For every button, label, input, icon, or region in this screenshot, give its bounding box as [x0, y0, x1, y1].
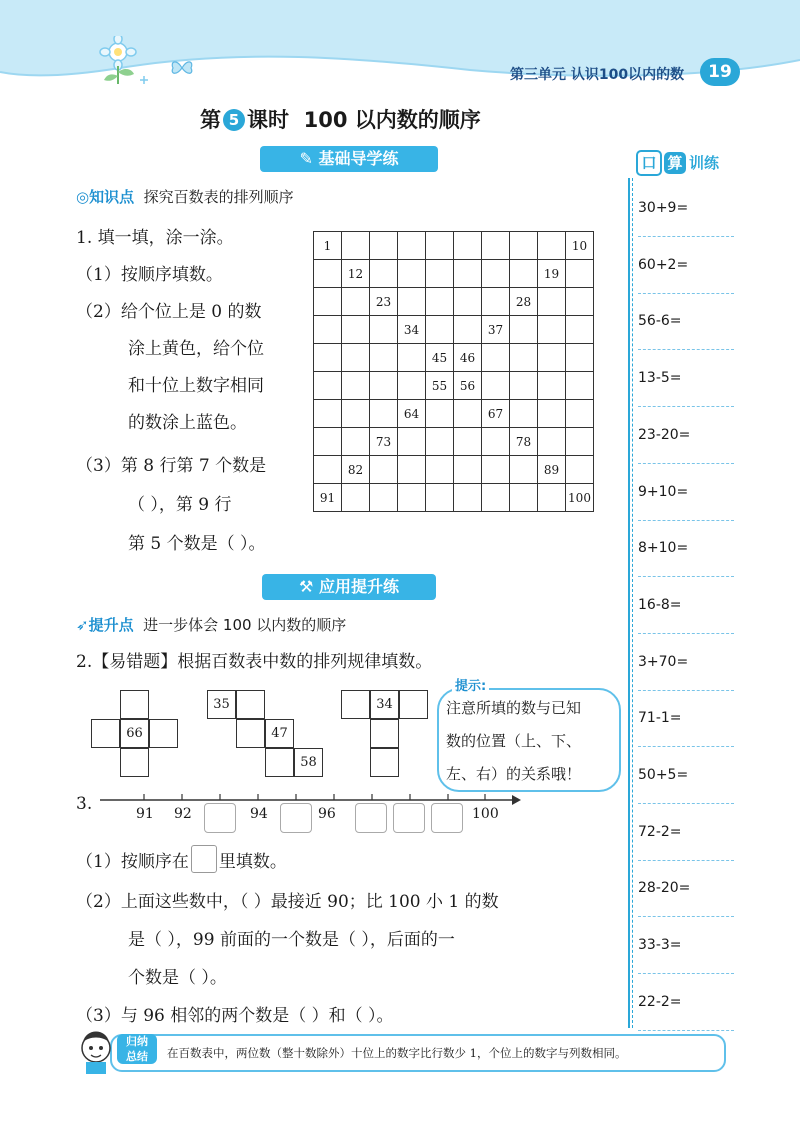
improve-point	[76, 614, 346, 635]
grid-cell-blank[interactable]	[426, 288, 454, 316]
mental-math-item[interactable]: 23-20=	[638, 407, 734, 464]
cross3-cell-bottom[interactable]	[370, 748, 399, 777]
grid-cell-blank[interactable]	[342, 344, 370, 372]
number-line-blank[interactable]	[393, 803, 425, 833]
number-line-label: 100	[472, 806, 499, 822]
grid-cell-blank[interactable]	[370, 400, 398, 428]
mental-math-item[interactable]: 72-2=	[638, 804, 734, 861]
knowledge-point	[76, 186, 294, 207]
grid-cell-blank[interactable]	[426, 456, 454, 484]
cross3-cell-34: 34	[370, 690, 399, 719]
sidebar-border-dashed	[632, 178, 633, 1028]
grid-cell-blank[interactable]	[342, 288, 370, 316]
grid-cell-blank[interactable]	[342, 316, 370, 344]
mental-math-item[interactable]: 28-20=	[638, 860, 734, 917]
grid-cell-blank[interactable]	[398, 484, 426, 512]
summary-label-bottom: 总结	[126, 1050, 148, 1063]
grid-cell-given: 56	[454, 372, 482, 400]
sidebar-title-part: 训练	[689, 154, 720, 172]
grid-cell-blank[interactable]	[482, 288, 510, 316]
grid-cell-blank[interactable]	[398, 344, 426, 372]
q1-title: 1. 填一填，涂一涂。	[76, 228, 234, 248]
grid-cell-blank[interactable]	[566, 344, 594, 372]
number-line-blank[interactable]	[355, 803, 387, 833]
grid-cell-given: 45	[426, 344, 454, 372]
grid-cell-blank[interactable]	[370, 344, 398, 372]
number-line-label: 94	[250, 806, 268, 822]
summary-text: 在百数表中，两位数（整十数除外）十位上的数字比行数少 1，个位上的数字与列数相同。	[167, 1046, 627, 1060]
pencil-ruler-icon: ✎	[299, 149, 319, 168]
improve-point-text: 进一步体会 100 以内数的顺序	[143, 616, 347, 634]
lesson-title	[200, 104, 481, 134]
grid-cell-blank[interactable]	[454, 400, 482, 428]
cross1-cell-right[interactable]	[149, 719, 178, 748]
hint-line: 左、右）的关系哦！	[446, 765, 582, 783]
grid-cell-blank[interactable]	[370, 260, 398, 288]
sidebar-border	[628, 178, 630, 1028]
grid-row	[314, 344, 594, 372]
knowledge-point-label: 知识点	[89, 188, 135, 206]
grid-cell-blank[interactable]	[482, 484, 510, 512]
rocket-icon: ➶	[76, 616, 89, 634]
grid-row	[314, 428, 594, 456]
lesson-number: 5	[223, 109, 245, 131]
mental-math-item[interactable]: 22-2=	[638, 974, 734, 1031]
improve-point-label: 提升点	[88, 616, 134, 634]
grid-cell-blank[interactable]	[314, 372, 342, 400]
q1-part3-line1: （3）第 8 行第 7 个数是	[76, 456, 267, 476]
mental-math-item[interactable]: 71-1=	[638, 690, 734, 747]
cross1-cell-top[interactable]	[120, 690, 149, 719]
grid-cell-blank[interactable]	[538, 344, 566, 372]
grid-cell-blank[interactable]	[482, 372, 510, 400]
grid-cell-blank[interactable]	[510, 400, 538, 428]
cross3-cell-right[interactable]	[399, 690, 428, 719]
mental-math-item[interactable]: 8+10=	[638, 520, 734, 577]
number-line-label: 96	[318, 806, 336, 822]
hint-line: 数的位置（上、下、	[446, 732, 582, 750]
q3-part1-before: （1）按顺序在	[76, 852, 189, 872]
lesson-prefix: 第	[200, 108, 221, 132]
q3-part2-line1[interactable]: （2）上面这些数中，（ ）最接近 90；比 100 小 1 的数	[76, 892, 499, 912]
grid-cell-blank[interactable]	[510, 372, 538, 400]
mental-math-item[interactable]: 9+10=	[638, 464, 734, 521]
hundred-chart	[313, 231, 594, 512]
grid-cell-blank[interactable]	[566, 288, 594, 316]
grid-cell-blank[interactable]	[566, 428, 594, 456]
grid-row	[314, 316, 594, 344]
q2-title: 2.【易错题】根据百数表中数的排列规律填数。	[76, 652, 433, 672]
hint-label: 提示:	[452, 675, 489, 694]
cross1-cell-left[interactable]	[91, 719, 120, 748]
grid-cell-blank[interactable]	[370, 484, 398, 512]
grid-cell-given: 89	[538, 456, 566, 484]
grid-cell-blank[interactable]	[342, 484, 370, 512]
q1-part3-line3[interactable]: 第 5 个数是（ ）。	[128, 534, 266, 554]
grid-cell-blank[interactable]	[370, 232, 398, 260]
hint-line: 注意所填的数与已知	[446, 699, 582, 717]
grid-cell-blank[interactable]	[426, 316, 454, 344]
grid-cell-given: 64	[398, 400, 426, 428]
q3-part1	[76, 844, 287, 881]
grid-cell-blank[interactable]	[398, 456, 426, 484]
grid-cell-blank[interactable]	[314, 428, 342, 456]
grid-cell-blank[interactable]	[426, 484, 454, 512]
grid-cell-blank[interactable]	[454, 484, 482, 512]
grid-cell-given: 34	[398, 316, 426, 344]
summary-label	[117, 1034, 157, 1064]
mental-math-item[interactable]: 56-6=	[638, 293, 734, 350]
grid-cell-blank[interactable]	[398, 260, 426, 288]
cross2-cell-blank-a[interactable]	[236, 690, 265, 719]
grid-cell-given: 46	[454, 344, 482, 372]
grid-cell-blank[interactable]	[566, 456, 594, 484]
grid-cell-blank[interactable]	[538, 428, 566, 456]
grid-cell-blank[interactable]	[538, 372, 566, 400]
grid-cell-given: 55	[426, 372, 454, 400]
grid-cell-blank[interactable]	[342, 232, 370, 260]
lesson-suffix: 课时	[247, 108, 289, 132]
grid-cell-blank[interactable]	[566, 400, 594, 428]
q3-part2-line3[interactable]: 个数是（ ）。	[128, 968, 227, 988]
grid-row	[314, 400, 594, 428]
grid-cell-blank[interactable]	[538, 232, 566, 260]
grid-cell-blank[interactable]	[482, 428, 510, 456]
grid-cell-blank[interactable]	[342, 372, 370, 400]
grid-cell-blank[interactable]	[314, 344, 342, 372]
grid-cell-blank[interactable]	[454, 232, 482, 260]
grid-cell-given: 28	[510, 288, 538, 316]
grid-cell-blank[interactable]	[426, 232, 454, 260]
grid-cell-blank[interactable]	[454, 456, 482, 484]
grid-row	[314, 260, 594, 288]
section-banner-advanced	[262, 574, 436, 600]
cross1-cell-center: 66	[120, 719, 149, 748]
cross3-cell-mid[interactable]	[370, 719, 399, 748]
grid-cell-blank[interactable]	[398, 232, 426, 260]
grid-cell-blank[interactable]	[510, 316, 538, 344]
grid-row	[314, 288, 594, 316]
grid-cell-blank[interactable]	[538, 316, 566, 344]
cross2-cell-blank-c[interactable]	[265, 748, 294, 777]
q3-part3[interactable]: （3）与 96 相邻的两个数是（ ）和（ ）。	[76, 1006, 394, 1026]
grid-cell-blank[interactable]	[454, 260, 482, 288]
lesson-title-text: 100 以内数的顺序	[303, 108, 481, 132]
grid-cell-blank[interactable]	[454, 288, 482, 316]
knowledge-point-text: 探究百数表的排列顺序	[143, 188, 294, 206]
q1-part2-line3: 和十位上数字相同	[128, 376, 264, 396]
cross2-cell-blank-b[interactable]	[236, 719, 265, 748]
mental-math-item[interactable]: 16-8=	[638, 577, 734, 634]
summary-label-top: 归纳	[126, 1035, 148, 1048]
grid-cell-given: 1	[314, 232, 342, 260]
q3-part2-line2[interactable]: 是（ ），99 前面的一个数是（ ），后面的一	[128, 930, 455, 950]
grid-cell-blank[interactable]	[482, 456, 510, 484]
grid-cell-blank[interactable]	[538, 288, 566, 316]
sidebar-title-part: 口	[636, 150, 662, 176]
grid-cell-blank[interactable]	[510, 484, 538, 512]
grid-cell-blank[interactable]	[342, 400, 370, 428]
cross2-cell-35: 35	[207, 690, 236, 719]
q3-label: 3.	[76, 794, 93, 814]
cross3-cell-left[interactable]	[341, 690, 370, 719]
banner-basic-text: 基础导学练	[318, 149, 399, 168]
page-number: 19	[700, 58, 740, 86]
q1-part2-line4: 的数涂上蓝色。	[128, 413, 247, 433]
grid-row	[314, 232, 594, 260]
mental-math-item[interactable]: 60+2=	[638, 237, 734, 294]
ruler-icon: ⚒	[299, 577, 319, 596]
grid-cell-blank[interactable]	[398, 428, 426, 456]
q1-part2-line2: 涂上黄色，给个位	[128, 339, 264, 359]
cross2-cell-58: 58	[294, 748, 323, 777]
grid-cell-given: 100	[566, 484, 594, 512]
grid-cell-blank[interactable]	[342, 428, 370, 456]
banner-advanced-text: 应用提升练	[318, 577, 399, 596]
number-line-blank[interactable]	[431, 803, 463, 833]
grid-cell-blank[interactable]	[566, 260, 594, 288]
grid-cell-given: 37	[482, 316, 510, 344]
grid-cell-blank[interactable]	[482, 232, 510, 260]
mental-math-item[interactable]: 33-3=	[638, 917, 734, 974]
number-line-label: 91	[136, 806, 154, 822]
mental-math-item[interactable]: 50+5=	[638, 747, 734, 804]
grid-cell-blank[interactable]	[370, 372, 398, 400]
grid-cell-blank[interactable]	[314, 288, 342, 316]
grid-cell-blank[interactable]	[538, 484, 566, 512]
grid-cell-blank[interactable]	[510, 344, 538, 372]
grid-cell-given: 67	[482, 400, 510, 428]
section-banner-basic	[260, 146, 438, 172]
grid-cell-blank[interactable]	[566, 316, 594, 344]
grid-cell-blank[interactable]	[426, 428, 454, 456]
number-line-blank[interactable]	[280, 803, 312, 833]
cross2-cell-47: 47	[265, 719, 294, 748]
grid-cell-blank[interactable]	[454, 316, 482, 344]
grid-cell-given: 91	[314, 484, 342, 512]
unit-title: 第三单元 认识100以内的数	[510, 67, 685, 83]
grid-cell-blank[interactable]	[398, 372, 426, 400]
grid-cell-given: 19	[538, 260, 566, 288]
grid-cell-blank[interactable]	[510, 456, 538, 484]
q1-part1: （1）按顺序填数。	[76, 265, 223, 285]
grid-cell-blank[interactable]	[482, 344, 510, 372]
q1-part2-line1: （2）给个位上是 0 的数	[76, 302, 262, 322]
grid-cell-blank[interactable]	[510, 260, 538, 288]
grid-cell-given: 10	[566, 232, 594, 260]
grid-cell-given: 73	[370, 428, 398, 456]
grid-cell-blank[interactable]	[370, 456, 398, 484]
grid-cell-given: 78	[510, 428, 538, 456]
sidebar-title	[636, 150, 719, 176]
grid-cell-blank[interactable]	[426, 260, 454, 288]
butterfly-icon	[170, 58, 194, 78]
grid-cell-given: 23	[370, 288, 398, 316]
cross1-cell-bottom[interactable]	[120, 748, 149, 777]
mental-math-item[interactable]: 13-5=	[638, 350, 734, 407]
grid-cell-blank[interactable]	[314, 456, 342, 484]
q3-part1-after: 里填数。	[218, 852, 287, 872]
grid-row	[314, 484, 594, 512]
grid-cell-blank[interactable]	[314, 400, 342, 428]
mental-math-item[interactable]: 3+70=	[638, 634, 734, 691]
grid-cell-blank[interactable]	[314, 316, 342, 344]
grid-cell-blank[interactable]	[510, 232, 538, 260]
grid-cell-given: 82	[342, 456, 370, 484]
grid-row	[314, 372, 594, 400]
number-line-blank[interactable]	[204, 803, 236, 833]
target-icon: ◎	[76, 188, 90, 206]
inline-answer-box	[191, 845, 217, 873]
grid-cell-blank[interactable]	[398, 288, 426, 316]
grid-cell-blank[interactable]	[538, 400, 566, 428]
grid-cell-given: 12	[342, 260, 370, 288]
hint-text	[446, 692, 616, 791]
grid-row	[314, 456, 594, 484]
grid-cell-blank[interactable]	[454, 428, 482, 456]
sidebar-title-part: 算	[664, 152, 686, 174]
grid-cell-blank[interactable]	[426, 400, 454, 428]
grid-cell-blank[interactable]	[314, 260, 342, 288]
grid-cell-blank[interactable]	[566, 372, 594, 400]
grid-cell-blank[interactable]	[370, 316, 398, 344]
cartoon-kid-icon	[76, 1026, 116, 1076]
mental-math-item[interactable]: 30+9=	[638, 180, 734, 237]
grid-cell-blank[interactable]	[482, 260, 510, 288]
q1-part3-line2[interactable]: （ ），第 9 行	[128, 495, 232, 515]
number-line-label: 92	[174, 806, 192, 822]
